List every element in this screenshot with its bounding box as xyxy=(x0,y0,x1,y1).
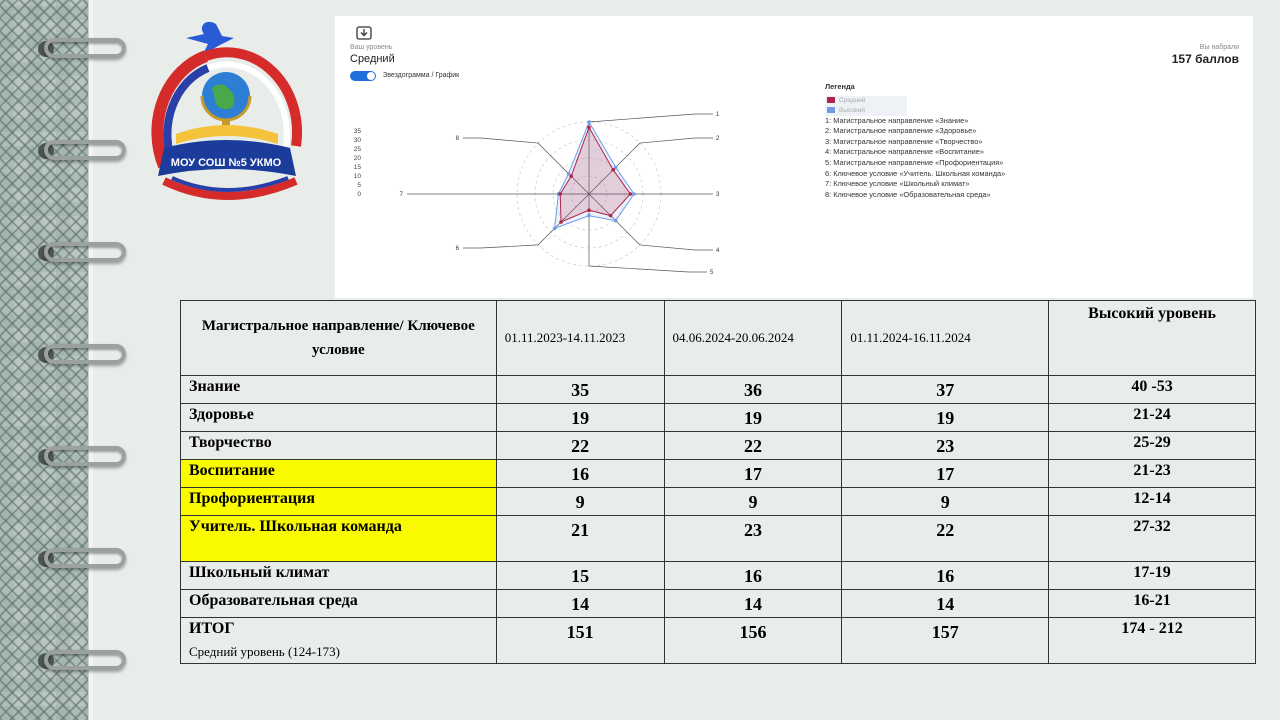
r-tick-label: 0 xyxy=(357,191,361,198)
r-tick-label: 35 xyxy=(353,128,361,135)
cell-v3: 22 xyxy=(842,516,1049,562)
axis-label: 4 xyxy=(716,248,720,254)
cell-v3: 19 xyxy=(842,404,1049,432)
cell-name: Школьный климат xyxy=(181,562,497,590)
table-row xyxy=(181,432,1256,460)
data-point xyxy=(632,192,636,196)
cell-v1: 19 xyxy=(496,404,664,432)
cell-name: Здоровье xyxy=(181,404,497,432)
table-row xyxy=(181,404,1256,432)
cell-high: 21-24 xyxy=(1049,404,1256,432)
legend-item: 3: Магистральное направление «Творчество» xyxy=(825,136,983,146)
axis-label: 3 xyxy=(716,192,720,198)
logo-text: МОУ СОШ №5 УКМО xyxy=(170,157,282,169)
axis-label: 8 xyxy=(455,136,459,142)
header-period-2: 04.06.2024-20.06.2024 xyxy=(664,301,842,376)
r-tick-label: 10 xyxy=(353,173,361,180)
cell-v1: 22 xyxy=(496,432,664,460)
cell-high: 40 -53 xyxy=(1049,376,1256,404)
axis-label: 5 xyxy=(710,270,714,276)
data-point xyxy=(629,192,633,196)
r-tick-label: 25 xyxy=(353,146,361,153)
total-cell: ИТОГ Средний уровень (124-173) xyxy=(181,618,497,664)
total-note: Средний уровень (124-173) xyxy=(189,644,340,659)
binder-ring xyxy=(38,546,130,572)
legend-item: 4: Магистральное направление «Воспитание» xyxy=(825,147,984,157)
data-point xyxy=(587,208,591,212)
r-tick-label: 5 xyxy=(357,182,361,189)
score-table xyxy=(180,300,1256,664)
header-direction: Магистральное направление/ Ключевое условие xyxy=(181,301,497,376)
data-point xyxy=(587,126,591,130)
legend-item: 1: Магистральное направление «Знание» xyxy=(825,115,969,125)
cell-v1: 16 xyxy=(496,460,664,488)
axis-label: 2 xyxy=(716,136,720,142)
cell-v3: 14 xyxy=(842,590,1049,618)
legend-item: 8: Ключевое условие «Образовательная среда» xyxy=(825,189,991,199)
legend-item: 6: Ключевое условие «Учитель. Школьная команда» xyxy=(825,168,1006,178)
cell-high: 16-21 xyxy=(1049,590,1256,618)
cell-v3: 16 xyxy=(842,562,1049,590)
cell-v2: 19 xyxy=(664,404,842,432)
table-row xyxy=(181,488,1256,516)
cell-v3: 17 xyxy=(842,460,1049,488)
download-icon[interactable] xyxy=(356,26,372,40)
axis-label: 7 xyxy=(399,192,403,198)
cell-name: Профориентация xyxy=(181,488,497,516)
cell-v2: 14 xyxy=(664,590,842,618)
binder-ring xyxy=(38,648,130,674)
data-point xyxy=(614,165,618,169)
cell-high: 27-32 xyxy=(1049,516,1256,562)
data-point xyxy=(609,214,613,218)
cell-v2: 16 xyxy=(664,562,842,590)
legend xyxy=(825,82,1005,200)
total-v2: 156 xyxy=(664,618,842,664)
cell-v1: 9 xyxy=(496,488,664,516)
legend-item: 7: Ключевое условие «Школьный климат» xyxy=(825,179,970,189)
binder-ring xyxy=(38,36,130,62)
points-caption: Вы набрали xyxy=(1199,44,1239,51)
binder-ring xyxy=(38,444,130,470)
chart-mode-toggle[interactable] xyxy=(350,71,376,81)
data-point xyxy=(614,219,618,223)
cell-high: 12-14 xyxy=(1049,488,1256,516)
total-v3: 157 xyxy=(842,618,1049,664)
table-row xyxy=(181,460,1256,488)
table-row xyxy=(181,590,1256,618)
legend-item: 2: Магистральное направление «Здоровье» xyxy=(825,126,977,136)
axis-label: 6 xyxy=(455,246,459,252)
table-header-row xyxy=(181,301,1256,376)
table-row xyxy=(181,562,1256,590)
binder-ring xyxy=(38,342,130,368)
legend-swatch-average[interactable]: Средний xyxy=(825,96,907,106)
r-tick-label: 20 xyxy=(353,155,361,162)
axis-label: 1 xyxy=(716,112,720,118)
header-high-level: Высокий уровень xyxy=(1049,301,1256,376)
data-point xyxy=(587,214,591,218)
cell-v3: 37 xyxy=(842,376,1049,404)
table-row-total xyxy=(181,618,1256,664)
cell-name: Учитель. Школьная команда xyxy=(181,516,497,562)
legend-title: Легенда xyxy=(825,82,855,91)
data-point xyxy=(587,120,591,124)
cell-high: 25-29 xyxy=(1049,432,1256,460)
cell-v2: 22 xyxy=(664,432,842,460)
legend-swatch-high[interactable]: Высокий xyxy=(825,106,907,116)
cell-v3: 23 xyxy=(842,432,1049,460)
cell-name: Образовательная среда xyxy=(181,590,497,618)
cell-high: 17-19 xyxy=(1049,562,1256,590)
data-point xyxy=(559,220,563,224)
data-point xyxy=(567,172,571,176)
result-screenshot xyxy=(335,16,1253,298)
cell-v1: 21 xyxy=(496,516,664,562)
cell-v2: 17 xyxy=(664,460,842,488)
data-point xyxy=(569,174,573,178)
cell-name: Творчество xyxy=(181,432,497,460)
toggle-label: Звездограмма / График xyxy=(383,72,460,79)
school-logo xyxy=(146,16,308,216)
legend-item: 5: Магистральное направление «Профориентация» xyxy=(825,157,1004,167)
cell-high: 21-23 xyxy=(1049,460,1256,488)
cell-v1: 35 xyxy=(496,376,664,404)
binder-ring xyxy=(38,240,130,266)
cell-name: Знание xyxy=(181,376,497,404)
level-value: Средний xyxy=(350,53,395,65)
data-point xyxy=(558,192,562,196)
data-point xyxy=(553,227,557,231)
table-row xyxy=(181,516,1256,562)
cell-v1: 15 xyxy=(496,562,664,590)
radar-chart xyxy=(347,106,727,286)
cell-v2: 23 xyxy=(664,516,842,562)
total-high: 174 - 212 xyxy=(1049,618,1256,664)
data-point xyxy=(611,168,615,172)
r-tick-label: 15 xyxy=(353,164,361,171)
header-period-3: 01.11.2024-16.11.2024 xyxy=(842,301,1049,376)
binder-ring xyxy=(38,138,130,164)
cell-v1: 14 xyxy=(496,590,664,618)
table-row xyxy=(181,376,1256,404)
cell-name: Воспитание xyxy=(181,460,497,488)
level-caption: Ваш уровень xyxy=(350,44,393,51)
header-period-1: 01.11.2023-14.11.2023 xyxy=(496,301,664,376)
points-value: 157 баллов xyxy=(1171,52,1239,66)
cell-v2: 36 xyxy=(664,376,842,404)
cell-v3: 9 xyxy=(842,488,1049,516)
r-tick-label: 30 xyxy=(353,137,361,144)
cell-v2: 9 xyxy=(664,488,842,516)
total-v1: 151 xyxy=(496,618,664,664)
